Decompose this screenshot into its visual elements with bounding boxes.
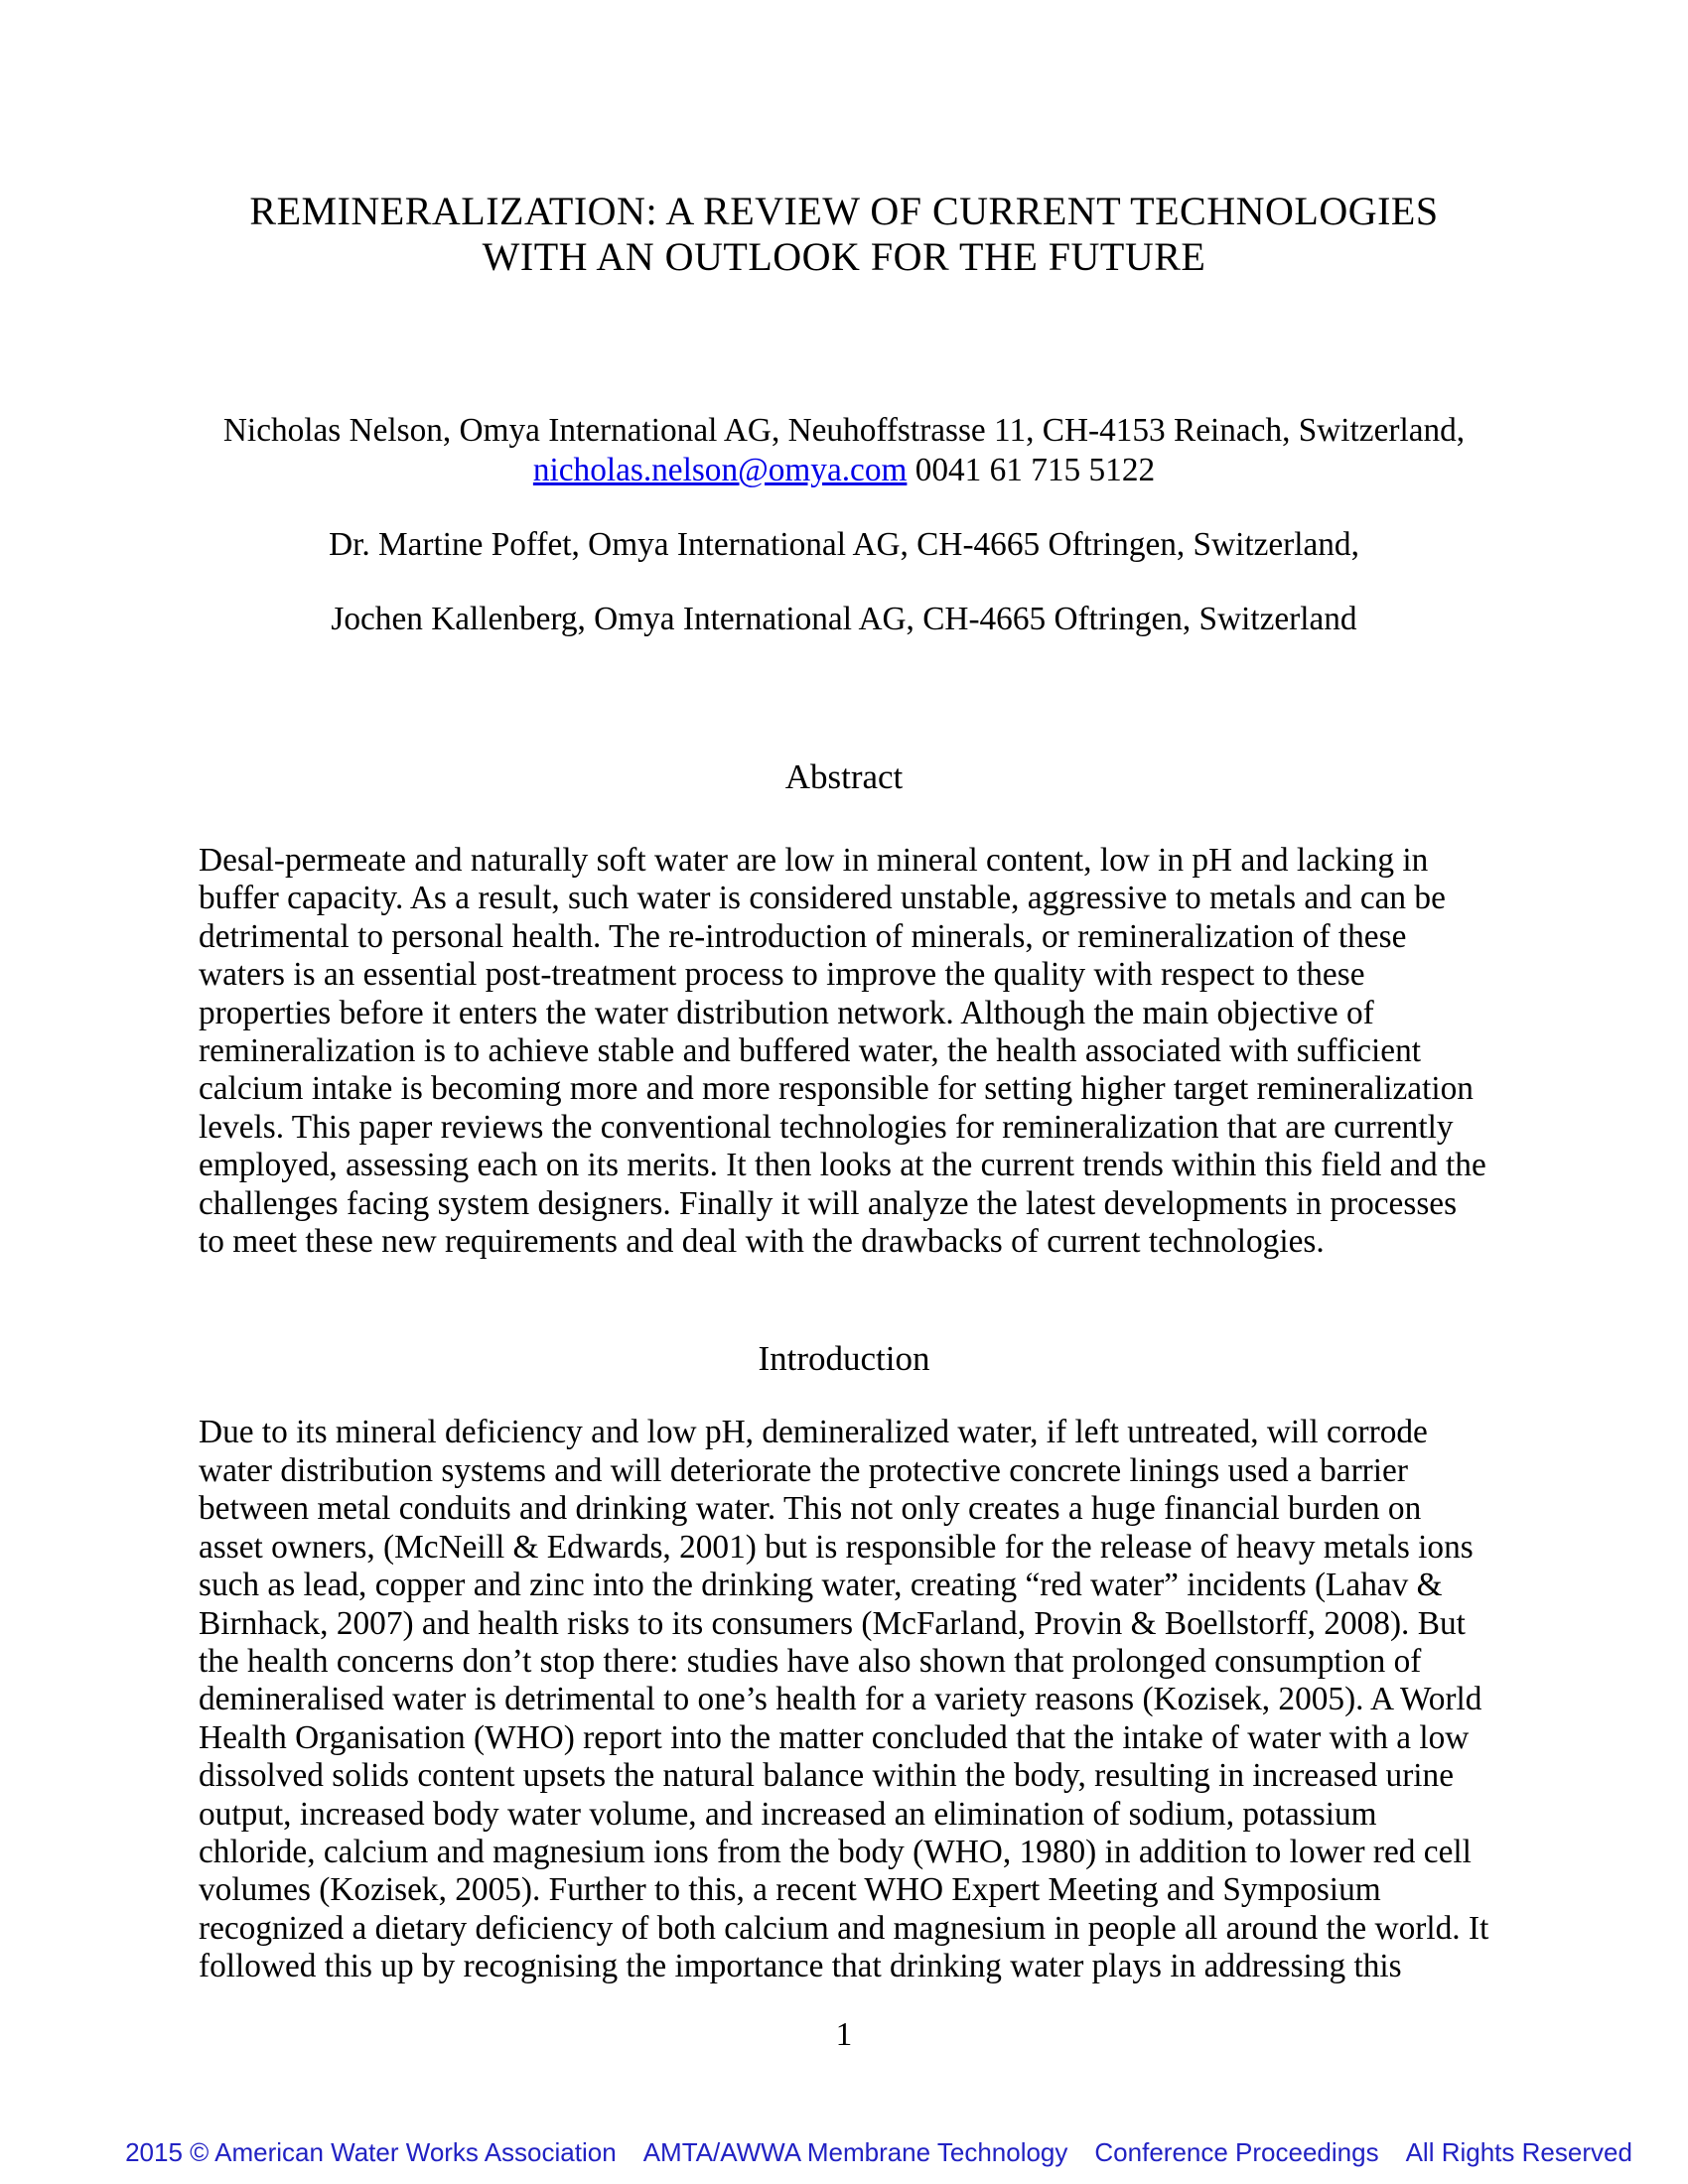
footer-segment: AMTA/AWWA Membrane Technology bbox=[642, 2137, 1068, 2167]
footer-segment: Conference Proceedings bbox=[1094, 2137, 1379, 2167]
author-block-1 bbox=[199, 411, 1489, 490]
page-content bbox=[199, 0, 1489, 2054]
footer-segment: 2015 © American Water Works Association bbox=[125, 2137, 617, 2167]
email-link[interactable]: nicholas.nelson@omya.com bbox=[532, 452, 908, 488]
paper-title-line1: REMINERALIZATION: A REVIEW OF CURRENT TECHNOLOGIES bbox=[249, 189, 1439, 233]
footer-segment: All Rights Reserved bbox=[1405, 2137, 1632, 2167]
author-1-affiliation: Nicholas Nelson, Omya International AG, Neuhoffstrasse 11, CH-4153 Reinach, Switzerland, bbox=[222, 412, 1466, 449]
introduction-heading: Introduction bbox=[758, 1339, 930, 1379]
introduction-text: Due to its mineral deficiency and low pH, demineralized water, if left untreated, will corrode water distribution systems and will deteriorate the protective concrete linings used a barrier between metal conduits and drinking water. This not only creates a huge financial burden on asset owners, (McNeill & Edwards, 2001) but is responsible for the release of heavy metals ions such as lead, copper and zinc into the drinking water, creating “red water” incidents (Lahav & Birnhack, 2007) and health risks to its consumers (McFarland, Provin & Boellstorff, 2008). But the health concerns don’t stop there: studies have also shown that prolonged consumption of demineralised water is detrimental to one’s health for a variety reasons (Kozisek, 2005). A World Health Organisation (WHO) report into the matter concluded that the intake of water with a low dissolved solids content upsets the natural balance within the body, resulting in increased urine output, increased body water volume, and increased an elimination of sodium, potassium chloride, calcium and magnesium ions from the body (WHO, 1980) in addition to lower red cell volumes (Kozisek, 2005). Further to this, a recent WHO Expert Meeting and Symposium recognized a dietary deficiency of both calcium and magnesium in people all around the world. It followed this up by recognising the importance that drinking water plays in addressing this bbox=[199, 1414, 1489, 1985]
phone-number: 0041 61 715 5122 bbox=[914, 452, 1156, 488]
abstract-heading: Abstract bbox=[784, 757, 904, 796]
copyright-footer bbox=[0, 2136, 1688, 2168]
author-2-affiliation: Dr. Martine Poffet, Omya International AG, CH-4665 Oftringen, Switzerland, bbox=[329, 526, 1359, 563]
paper-title bbox=[199, 189, 1489, 280]
author-3-affiliation: Jochen Kallenberg, Omya International AG, CH-4665 Oftringen, Switzerland bbox=[331, 601, 1357, 637]
page-number: 1 bbox=[835, 2015, 853, 2053]
paper-title-line2: WITH AN OUTLOOK FOR THE FUTURE bbox=[482, 234, 1206, 279]
abstract-text: Desal-permeate and naturally soft water are low in mineral content, low in pH and lacking in buffer capacity. As a result, such water is considered unstable, aggressive to metals and can be detrimental to personal health. The re-introduction of minerals, or remineralization of these waters is an essential post-treatment process to improve the quality with respect to these properties before it enters the water distribution network. Although the main objective of remineralization is to achieve stable and buffered water, the health associated with sufficient calcium intake is becoming more and more responsible for setting higher target remineralization levels. This paper reviews the conventional technologies for remineralization that are currently employed, assessing each on its merits. It then looks at the current trends within this field and the challenges facing system designers. Finally it will analyze the latest developments in processes to meet these new requirements and deal with the drawbacks of current technologies. bbox=[199, 842, 1486, 1261]
